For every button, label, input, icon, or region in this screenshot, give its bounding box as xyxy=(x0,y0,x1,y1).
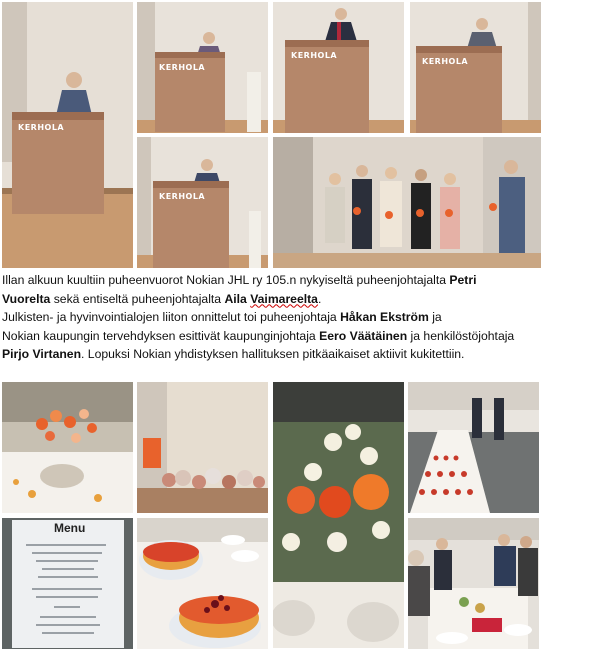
caption-line2-end: . xyxy=(317,291,322,306)
name-aila-first: Aila xyxy=(224,291,247,306)
caption-line3-end: ja xyxy=(428,310,442,325)
photo-menu-card xyxy=(2,518,133,649)
photo-speaker-man-podium-4 xyxy=(137,137,268,268)
podium-logo: KERHOLA xyxy=(291,51,338,60)
name-eero: Eero Väätäinen xyxy=(319,328,408,343)
caption-line4-end: ja henkilöstöjohtaja xyxy=(407,328,515,343)
photo-flower-centerpiece xyxy=(2,382,133,513)
name-pirjo: Pirjo Virtanen xyxy=(2,347,82,362)
photo-speaker-woman-podium-3 xyxy=(410,2,541,133)
caption-line2-text: sekä entiseltä puheenjohtajalta xyxy=(50,291,225,306)
photo-ornament-balls xyxy=(137,382,268,513)
photo-speaker-woman-podium-1 xyxy=(137,2,268,133)
caption-line3-text: Julkisten- ja hyvinvointialojen liiton onnittelut toi puheenjohtaja xyxy=(2,310,341,325)
caption-line5-text: . Lopuksi Nokian yhdistyksen hallituksen pitkäaikaiset aktiivit kukitettiin. xyxy=(81,347,465,362)
name-petri-first: Petri xyxy=(449,273,477,287)
caption-line4-text: Nokian kaupungin tervehdyksen esittivät kaupunginjohtaja xyxy=(2,328,320,343)
photo-speaker-man-blue-suit xyxy=(2,2,133,268)
podium-logo: KERHOLA xyxy=(422,57,469,66)
photo-dining-guests xyxy=(408,518,539,649)
name-petri-last: Vuorelta xyxy=(2,291,51,306)
podium-logo: KERHOLA xyxy=(18,123,65,132)
menu-title: Menu xyxy=(54,521,86,535)
podium-logo: KERHOLA xyxy=(159,192,206,201)
caption-line1-text: Illan alkuun kuultiin puheenvuorot Nokian JHL ry 105.n nykyiseltä puheenjohtajalta xyxy=(2,273,450,287)
name-aila-last: Vaimareelta xyxy=(250,291,318,306)
photo-bouquet-closeup xyxy=(273,382,404,648)
photo-coffee-tables-hall xyxy=(408,382,539,513)
photo-honorees-group xyxy=(273,137,541,268)
name-hakan: Håkan Ekström xyxy=(340,310,429,325)
event-caption xyxy=(2,271,598,364)
photo-cakes-table xyxy=(137,518,268,649)
photo-speaker-man-podium-2 xyxy=(273,2,404,133)
podium-logo: KERHOLA xyxy=(159,63,206,72)
